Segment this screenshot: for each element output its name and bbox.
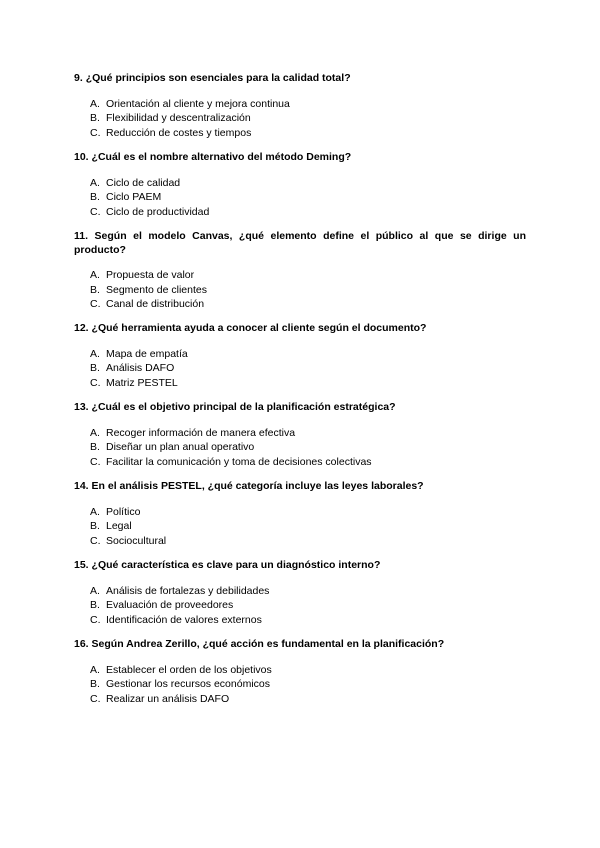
option-letter: B.	[90, 283, 100, 296]
question-14	[74, 480, 526, 549]
question-prompt: ¿Qué principios son esenciales para la calidad total?	[85, 72, 351, 84]
question-text	[74, 230, 526, 257]
option-letter: A.	[90, 97, 100, 110]
option-letter: A.	[90, 176, 100, 189]
option-letter: B.	[90, 362, 100, 375]
option-b	[74, 440, 526, 455]
option-text: Ciclo de productividad	[106, 205, 210, 218]
question-prompt: ¿Qué característica es clave para un diagnóstico interno?	[91, 559, 381, 571]
option-a	[74, 347, 526, 362]
option-text: Flexibilidad y descentralización	[106, 112, 251, 125]
question-text	[74, 480, 526, 494]
option-b	[74, 190, 526, 205]
question-text	[74, 401, 526, 415]
option-letter: C.	[90, 205, 101, 218]
options-list	[74, 97, 526, 141]
question-prompt: ¿Cuál es el objetivo principal de la planificación estratégica?	[91, 401, 396, 413]
options-list	[74, 505, 526, 549]
option-c	[74, 613, 526, 628]
option-c	[74, 455, 526, 470]
options-list	[74, 426, 526, 470]
option-text: Segmento de clientes	[106, 283, 207, 296]
question-number: 13.	[74, 401, 89, 413]
option-letter: A.	[90, 505, 100, 518]
option-letter: C.	[90, 613, 101, 626]
option-text: Facilitar la comunicación y toma de decisiones colectivas	[106, 455, 372, 468]
question-number: 16.	[74, 638, 89, 650]
option-letter: B.	[90, 599, 100, 612]
question-text	[74, 559, 526, 573]
option-letter: B.	[90, 678, 100, 691]
option-text: Realizar un análisis DAFO	[106, 692, 230, 705]
option-text: Matriz PESTEL	[106, 376, 178, 389]
question-11	[74, 230, 526, 312]
option-text: Diseñar un plan anual operativo	[106, 441, 255, 454]
option-b	[74, 519, 526, 534]
option-letter: A.	[90, 584, 100, 597]
question-text	[74, 151, 526, 165]
option-c	[74, 205, 526, 220]
option-b	[74, 677, 526, 692]
option-text: Gestionar los recursos económicos	[106, 678, 270, 691]
option-a	[74, 584, 526, 599]
options-list	[74, 268, 526, 312]
option-letter: C.	[90, 692, 101, 705]
option-text: Mapa de empatía	[106, 347, 188, 360]
option-c	[74, 534, 526, 549]
question-text	[74, 322, 526, 336]
question-prompt: En el análisis PESTEL, ¿qué categoría incluye las leyes laborales?	[91, 480, 424, 492]
option-text: Establecer el orden de los objetivos	[106, 663, 272, 676]
question-prompt: ¿Qué herramienta ayuda a conocer al cliente según el documento?	[91, 322, 427, 334]
option-letter: A.	[90, 663, 100, 676]
options-list	[74, 176, 526, 220]
option-c	[74, 376, 526, 391]
option-a	[74, 176, 526, 191]
question-prompt: ¿Cuál es el nombre alternativo del método Deming?	[91, 151, 352, 163]
option-c	[74, 297, 526, 312]
option-text: Ciclo PAEM	[106, 191, 162, 204]
option-text: Identificación de valores externos	[106, 613, 262, 626]
option-b	[74, 598, 526, 613]
question-number: 12.	[74, 322, 89, 334]
options-list	[74, 347, 526, 391]
option-letter: C.	[90, 126, 101, 139]
option-a	[74, 663, 526, 678]
option-letter: C.	[90, 298, 101, 311]
question-10	[74, 151, 526, 220]
option-letter: B.	[90, 441, 100, 454]
option-text: Ciclo de calidad	[106, 176, 181, 189]
option-letter: C.	[90, 376, 101, 389]
question-number: 10.	[74, 151, 89, 163]
option-text: Evaluación de proveedores	[106, 599, 234, 612]
option-c	[74, 126, 526, 141]
question-15	[74, 559, 526, 628]
option-text: Canal de distribución	[106, 298, 205, 311]
option-text: Propuesta de valor	[106, 269, 195, 281]
option-letter: B.	[90, 112, 100, 125]
question-number: 14.	[74, 480, 89, 492]
option-c	[74, 692, 526, 707]
question-prompt: Según Andrea Zerillo, ¿qué acción es fundamental en la planificación?	[91, 638, 445, 650]
options-list	[74, 584, 526, 628]
option-a	[74, 97, 526, 112]
question-12	[74, 322, 526, 391]
option-text: Análisis de fortalezas y debilidades	[106, 584, 270, 597]
option-letter: B.	[90, 191, 100, 204]
question-text	[74, 638, 526, 652]
option-text: Político	[106, 505, 141, 518]
question-text	[74, 72, 526, 86]
question-number: 9.	[74, 72, 83, 84]
question-16	[74, 638, 526, 707]
option-b	[74, 361, 526, 376]
option-letter: A.	[90, 347, 100, 360]
option-text: Sociocultural	[106, 534, 167, 547]
option-text: Recoger información de manera efectiva	[106, 426, 296, 439]
question-number: 11.	[74, 230, 89, 242]
option-b	[74, 111, 526, 126]
question-prompt: Según el modelo Canvas, ¿qué elemento define el público al que se dirige un producto?	[74, 230, 527, 256]
question-9	[74, 72, 526, 141]
option-letter: A.	[90, 426, 100, 439]
option-text: Análisis DAFO	[106, 362, 175, 375]
option-letter: C.	[90, 455, 101, 468]
question-13	[74, 401, 526, 470]
option-text: Reducción de costes y tiempos	[106, 126, 252, 139]
option-b	[74, 283, 526, 298]
option-a	[74, 268, 526, 283]
option-a	[74, 426, 526, 441]
option-text: Orientación al cliente y mejora continua	[106, 97, 290, 110]
option-letter: C.	[90, 534, 101, 547]
options-list	[74, 663, 526, 707]
option-a	[74, 505, 526, 520]
option-letter: B.	[90, 520, 100, 533]
option-text: Legal	[106, 520, 132, 533]
question-number: 15.	[74, 559, 89, 571]
option-letter: A.	[90, 269, 100, 281]
